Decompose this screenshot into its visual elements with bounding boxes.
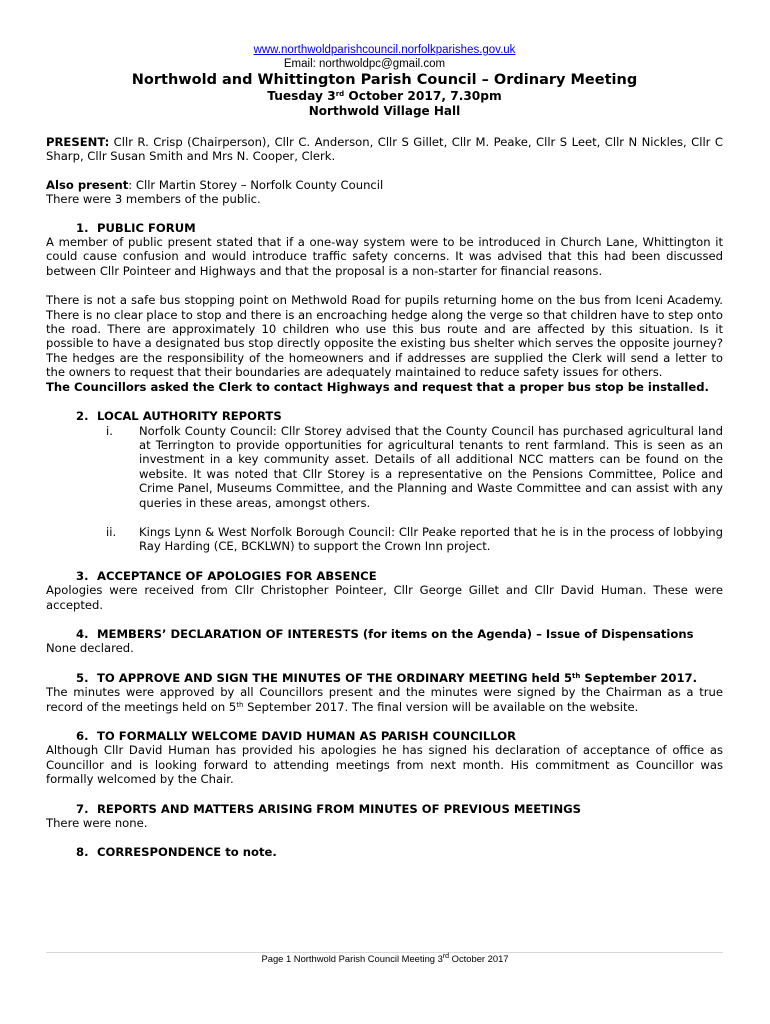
approve-minutes-text: The minutes were approved by all Councillors present and the minutes were signed by the Chairman as a true record of the meetings held on 5th September 2017. The final version will be available on the website.	[46, 685, 723, 714]
email-line: Email: northwoldpc@gmail.com	[283, 58, 446, 70]
public-count: There were 3 members of the public.	[46, 192, 261, 207]
apologies-text: Apologies were received from Cllr Christopher Pointeer, Cllr George Gillet and Cllr David Human. These were accepted.	[46, 583, 723, 612]
minutes-body	[46, 42, 723, 860]
page-footer: Page 1 Northwold Parish Council Meeting 3rd October 2017	[261, 953, 509, 964]
section-heading-apologies: 3. ACCEPTANCE OF APOLOGIES FOR ABSENCE	[76, 568, 377, 583]
declarations-text: None declared.	[46, 641, 134, 656]
section-heading-declarations: 4. MEMBERS’ DECLARATION OF INTERESTS (for items on the Agenda) – Issue of Dispensations	[76, 626, 694, 641]
letterhead	[46, 42, 723, 118]
section-heading-local-authority: 2. LOCAL AUTHORITY REPORTS	[76, 409, 282, 424]
welcome-text: Although Cllr David Human has provided his apologies he has signed his declaration of acceptance of office as Councillor and is looking forward to attending meetings from next month. His commitment as Councillor was formally welcomed by the Chair.	[46, 743, 723, 787]
section-heading-welcome: 6. TO FORMALLY WELCOME DAVID HUMAN AS PARISH COUNCILLOR	[76, 729, 517, 743]
public-forum-paragraph-1: A member of public present stated that if a one-way system were to be introduced in Church Lane, Whittington it could cause confusion and would introduce traffic safety concerns. It was advised that this had been discussed between Cllr Pointeer and Highways and that the proposal is a non-starter for financial reasons.	[46, 235, 723, 278]
section-heading-approve-minutes: 5. TO APPROVE AND SIGN THE MINUTES OF THE ORDINARY MEETING held 5th September 2017.	[76, 670, 697, 685]
section-heading-correspondence: 8. CORRESPONDENCE to note.	[76, 845, 277, 860]
also-present: Also present: Cllr Martin Storey – Norfolk County Council	[46, 177, 384, 192]
matters-arising-text: There were none.	[46, 816, 148, 831]
public-forum-resolution: The Councillors asked the Clerk to contact Highways and request that a proper bus stop be installed.	[46, 379, 709, 394]
list-item: i. Norfolk County Council: Cllr Storey advised that the County Council has purchased agricultural land at Terrington to provide opportunities for agricultural tenants to rent farmland. This is seen as an investment in a key community asset. Details of all additional NCC matters can be found on the website. It was noted that Cllr Storey is a representative on the Pensions Committee, Police and Crime Panel, Museums Committee, and the Planning and Waste Committee and can assist with any queries in these areas, amongst others.	[106, 423, 723, 510]
list-item: ii. Kings Lynn & West Norfolk Borough Council: Cllr Peake reported that he is in the process of lobbying Ray Harding (CE, BCKLWN) to support the Crown Inn project.	[106, 524, 723, 554]
section-heading-matters-arising: 7. REPORTS AND MATTERS ARISING FROM MINUTES OF PREVIOUS MEETINGS	[76, 801, 582, 816]
website-link[interactable]: www.northwoldparishcouncil.norfolkparishes.gov.uk	[253, 44, 516, 56]
present-list: PRESENT: Cllr R. Crisp (Chairperson), Cllr C. Anderson, Cllr S Gillet, Cllr M. Peake, Cllr S Leet, Cllr N Nickles, Cllr C Sharp, Cllr Susan Smith and Mrs N. Cooper, Clerk.	[46, 135, 723, 164]
section-heading-public-forum: 1. PUBLIC FORUM	[76, 220, 196, 235]
page-title: Northwold and Whittington Parish Council – Ordinary Meeting	[131, 72, 638, 88]
public-forum-paragraph-2: There is not a safe bus stopping point on Methwold Road for pupils returning home on the bus from Iceni Academy. There is no clear place to stop and there is an encroaching hedge along the verge so that children have to step onto the road. There are approximately 10 children who use this bus route and are affected by this situation. Is it possible to have a designated bus stop directly opposite the existing bus shelter which serves the opposite journey? The hedges are the responsibility of the homeowners and if addresses are supplied the Clerk will send a letter to the owners to request that their boundaries are adequately maintained to reduce safety issues for others.	[46, 293, 723, 380]
meeting-venue: Northwold Village Hall	[308, 104, 461, 118]
meeting-date: Tuesday 3rd October 2017, 7.30pm	[267, 89, 502, 103]
